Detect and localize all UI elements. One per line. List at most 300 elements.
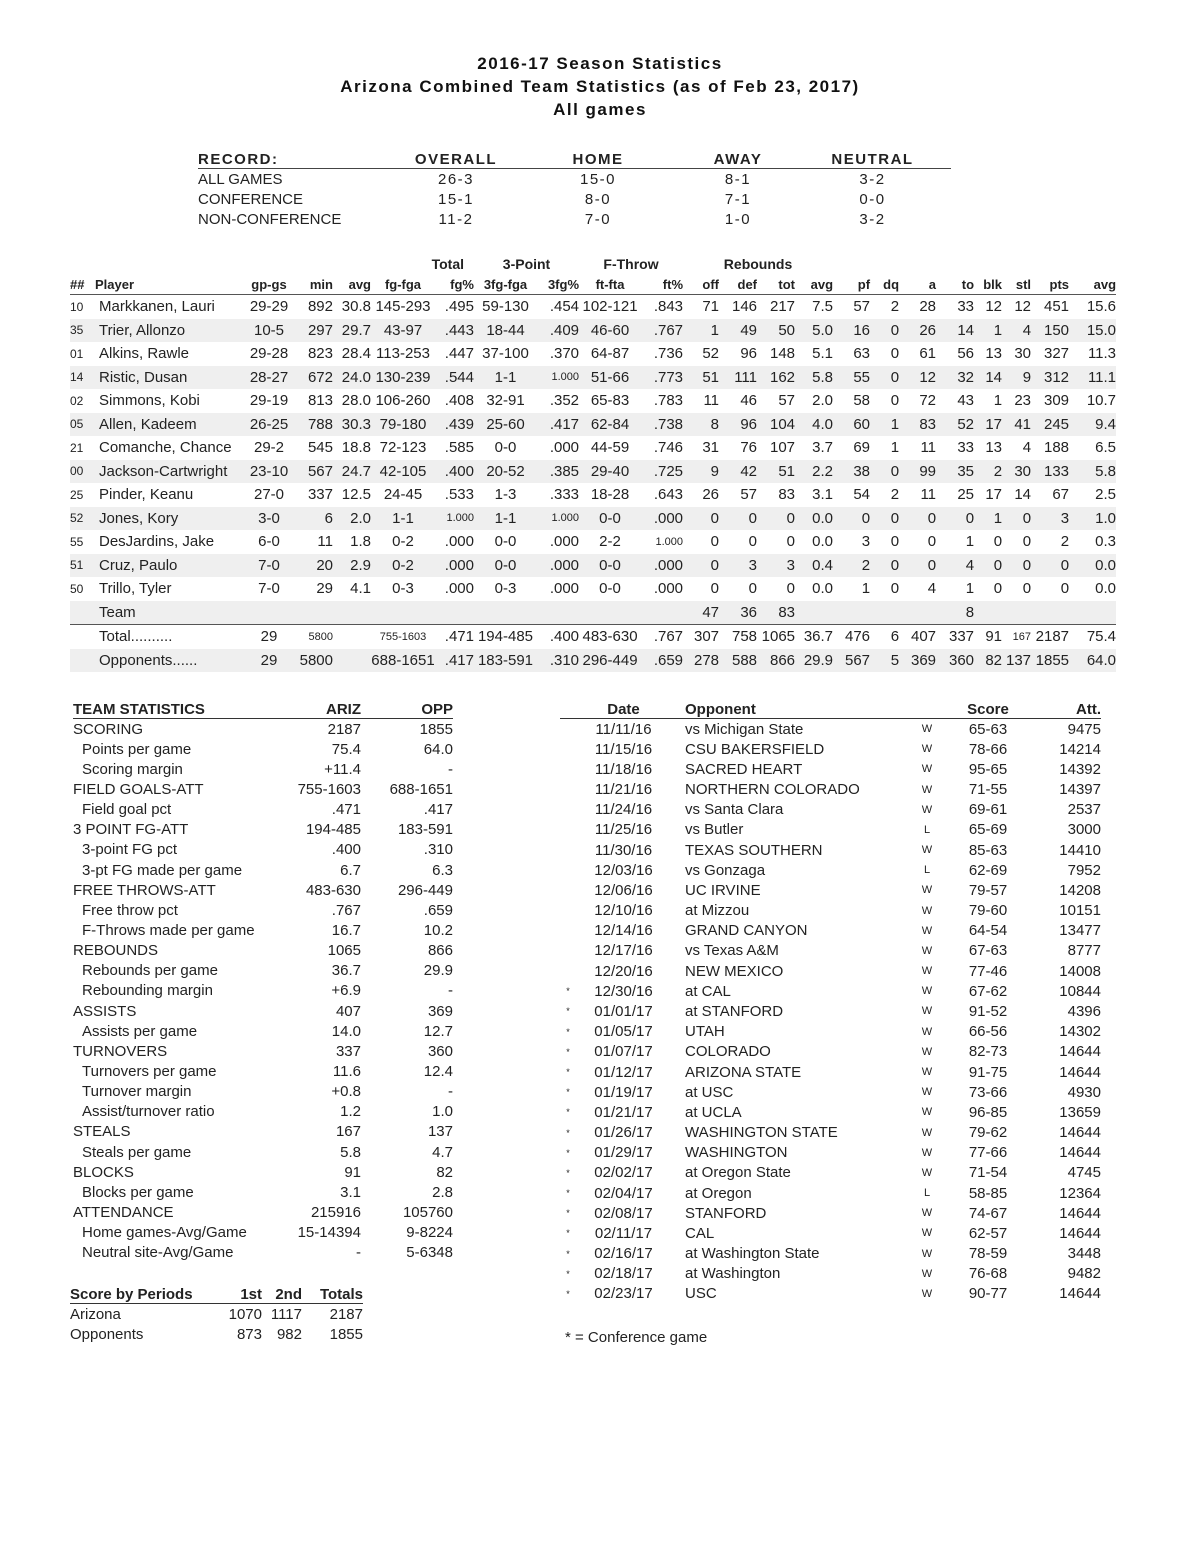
stat-cell: .000 xyxy=(537,554,579,578)
stat-cell: 01 xyxy=(70,346,84,361)
game-opponent: at Oregon State xyxy=(685,1164,791,1182)
record-cell: 3-2 xyxy=(859,170,886,188)
conference-marker: * xyxy=(566,1026,570,1037)
stat-cell: 0-0 xyxy=(579,554,641,578)
stat-cell: 16 xyxy=(833,319,870,343)
record-row xyxy=(198,189,951,209)
stat-cell: 24.0 xyxy=(333,366,371,390)
stat-cell: 71 xyxy=(702,298,720,316)
stat-cell xyxy=(299,601,333,625)
stat-cell: 245 xyxy=(1031,413,1069,437)
player-stats-table xyxy=(70,254,1116,672)
stat-label: Neutral site-Avg/Game xyxy=(82,1244,234,1262)
game-attendance: 9475 xyxy=(1067,720,1101,738)
game-date: 12/20/16 xyxy=(594,962,653,980)
stat-cell: 47 xyxy=(683,601,719,625)
stat-cell: 2187 xyxy=(1031,625,1069,649)
stat-cell: 6-0 xyxy=(258,533,280,551)
stat-cell: Trillo, Tyler xyxy=(99,580,172,598)
stat-cell: 148 xyxy=(769,345,796,363)
stat-cell: 52 xyxy=(702,345,720,363)
game-opponent: ARIZONA STATE xyxy=(685,1063,802,1081)
conference-marker xyxy=(560,860,576,880)
stat-cell: 0 xyxy=(719,507,757,531)
stat-cell: 55 xyxy=(833,366,870,390)
stat-cell: Alkins, Rawle xyxy=(99,345,190,363)
record-header: HOME xyxy=(514,150,682,169)
stat-cell: Trier, Allonzo xyxy=(95,319,239,343)
stat-cell: 0 xyxy=(890,392,900,410)
player-row xyxy=(70,507,1116,531)
team-stat-row xyxy=(73,920,453,940)
game-result: W xyxy=(921,1066,933,1078)
stat-cell: 0 xyxy=(786,533,796,551)
team-stat-row xyxy=(73,719,453,740)
report-title: 2016-17 Season Statistics xyxy=(477,54,723,73)
stat-cell: 12 xyxy=(985,298,1003,316)
stat-cell: 2.0 xyxy=(812,392,834,410)
game-score: 91-52 xyxy=(968,1002,1008,1020)
stat-cell: .585 xyxy=(444,439,474,457)
stat-cell: Jones, Kory xyxy=(95,507,239,531)
game-attendance: 14644 xyxy=(1059,1124,1101,1142)
stat-cell: 0.0 xyxy=(1069,554,1116,578)
game-row xyxy=(560,1122,1101,1142)
column-header: ## xyxy=(70,274,95,295)
stat-cell: 0.0 xyxy=(812,533,834,551)
stat-label: Turnovers per game xyxy=(82,1062,217,1080)
stat-cell: 2 xyxy=(974,460,1002,484)
team-stat-row xyxy=(73,1182,453,1202)
stat-cell: 107 xyxy=(769,439,796,457)
stat-cell: 0-2 xyxy=(371,554,435,578)
stat-cell: 1 xyxy=(683,319,719,343)
stat-cell: 51 xyxy=(757,460,795,484)
stat-cell: 00 xyxy=(70,460,95,484)
conference-marker: * xyxy=(566,986,570,997)
game-date: 01/26/17 xyxy=(594,1124,653,1142)
stat-cell: .310 xyxy=(537,649,579,673)
game-score: 71-55 xyxy=(968,781,1008,799)
stat-label: Assists per game xyxy=(82,1022,198,1040)
conference-marker xyxy=(560,901,576,921)
team-stat-row xyxy=(73,800,453,820)
group-header-3point: 3-Point xyxy=(502,256,551,272)
stat-cell: 60 xyxy=(833,413,870,437)
stat-cell: .471 xyxy=(435,625,474,649)
stat-cell: 18.8 xyxy=(341,439,371,457)
stat-cell: 337 xyxy=(307,486,333,504)
game-opponent: vs Santa Clara xyxy=(685,801,784,819)
stat-cell: Simmons, Kobi xyxy=(99,392,200,410)
game-opponent: vs Michigan State xyxy=(685,720,804,738)
stat-cell: 0 xyxy=(683,554,719,578)
game-attendance: 4930 xyxy=(1067,1083,1101,1101)
stat-value: 369 xyxy=(427,1002,453,1020)
stat-cell: 0 xyxy=(890,533,900,551)
stat-cell: 0.0 xyxy=(795,507,833,531)
team-stat-row xyxy=(73,759,453,779)
team-stat-row xyxy=(73,1061,453,1081)
stat-cell: 51 xyxy=(683,366,719,390)
stat-cell: 12 xyxy=(1014,298,1032,316)
game-attendance: 14397 xyxy=(1059,781,1101,799)
game-opponent: at USC xyxy=(685,1083,734,1101)
game-result: W xyxy=(921,1287,933,1300)
stat-cell: 11 xyxy=(920,486,937,504)
team-stat-row xyxy=(73,1021,453,1041)
stat-label: Free throw pct xyxy=(82,901,178,919)
stat-cell: 29-19 xyxy=(249,392,289,410)
column-header: 3fg% xyxy=(537,274,579,295)
conference-marker xyxy=(560,820,576,840)
game-date: 12/06/16 xyxy=(594,881,653,899)
game-attendance: 13659 xyxy=(1059,1103,1101,1121)
game-row xyxy=(560,1022,1101,1042)
stat-cell: 17 xyxy=(974,413,1002,437)
game-score: 78-59 xyxy=(968,1245,1008,1263)
stat-label: SCORING xyxy=(73,720,144,738)
stat-cell: 11.1 xyxy=(1069,366,1116,390)
header-attendance: Att. xyxy=(1013,700,1101,719)
stat-cell: 150 xyxy=(1031,319,1069,343)
stat-value: +6.9 xyxy=(331,982,361,1000)
stat-cell: 6 xyxy=(870,625,899,649)
game-opponent: UTAH xyxy=(685,1023,725,1041)
periods-header: Score by Periods xyxy=(70,1285,222,1304)
stat-cell: 8 xyxy=(936,601,974,625)
stat-cell: 0 xyxy=(1022,533,1032,551)
stat-cell: 27-0 xyxy=(253,486,285,504)
column-header: def xyxy=(719,274,757,295)
game-score: 77-66 xyxy=(968,1144,1008,1162)
stat-cell: 0 xyxy=(870,507,899,531)
game-score: 91-75 xyxy=(968,1063,1008,1081)
stat-label: 3-point FG pct xyxy=(82,841,178,859)
game-row xyxy=(560,820,1101,840)
stat-cell: 0 xyxy=(993,580,1003,598)
stat-value: 75.4 xyxy=(331,740,361,758)
stat-cell: 1-1 xyxy=(474,507,537,531)
stat-cell: 15.0 xyxy=(1069,319,1116,343)
periods-cell: 1070 xyxy=(228,1305,262,1323)
stat-cell: 10-5 xyxy=(239,319,299,343)
stat-cell: 672 xyxy=(299,366,333,390)
conference-marker: * xyxy=(566,1167,570,1178)
stat-cell: 1.000 xyxy=(537,507,579,531)
stat-cell: 36.7 xyxy=(795,625,833,649)
stat-cell: 72-123 xyxy=(379,439,427,457)
stat-cell: .767 xyxy=(641,625,683,649)
stat-value: 1.0 xyxy=(432,1103,453,1121)
stat-cell: 1 xyxy=(974,319,1002,343)
conference-marker: * xyxy=(566,1188,570,1199)
team-stat-row xyxy=(73,1162,453,1182)
stat-value: 14.0 xyxy=(331,1022,361,1040)
game-date: 12/14/16 xyxy=(594,922,653,940)
game-score: 79-60 xyxy=(968,902,1008,920)
stat-cell: 217 xyxy=(769,298,796,316)
stat-cell: 4 xyxy=(1002,319,1031,343)
stat-cell: .000 xyxy=(641,507,683,531)
stat-cell xyxy=(70,649,95,673)
game-date: 01/21/17 xyxy=(594,1103,653,1121)
record-header: AWAY xyxy=(682,150,794,169)
game-row xyxy=(560,1143,1101,1163)
player-row xyxy=(70,577,1116,601)
periods-cell: 1855 xyxy=(329,1326,363,1344)
team-statistics-table xyxy=(73,700,453,1263)
column-header: avg xyxy=(795,274,833,295)
team-stat-row xyxy=(73,860,453,880)
game-score: 85-63 xyxy=(968,841,1008,859)
game-row xyxy=(560,1062,1101,1082)
stat-cell: 2-2 xyxy=(599,533,621,551)
stat-cell: .783 xyxy=(653,392,684,410)
stat-cell: 2.2 xyxy=(795,460,833,484)
game-date: 01/05/17 xyxy=(594,1023,653,1041)
stat-cell: 29 xyxy=(239,625,299,649)
stat-cell: 0 xyxy=(927,533,937,551)
game-row xyxy=(560,1082,1101,1102)
game-attendance: 9482 xyxy=(1067,1265,1101,1283)
player-row xyxy=(70,601,1116,625)
column-header: 3fg-fga xyxy=(474,274,537,295)
stat-cell: 0 xyxy=(757,507,795,531)
game-result: W xyxy=(921,1227,933,1240)
game-score: 82-73 xyxy=(968,1043,1008,1061)
stat-value: 5.8 xyxy=(340,1143,361,1161)
player-row xyxy=(70,366,1116,390)
stat-cell: Opponents...... xyxy=(95,649,239,673)
conference-marker xyxy=(560,739,576,759)
game-result: L xyxy=(923,823,931,836)
stat-cell: .725 xyxy=(641,460,683,484)
stat-cell: 360 xyxy=(936,649,974,673)
team-stat-row xyxy=(73,1122,453,1142)
game-date: 02/18/17 xyxy=(594,1265,653,1283)
stat-cell: 194-485 xyxy=(474,625,537,649)
stat-cell: 407 xyxy=(899,625,936,649)
stat-value: 167 xyxy=(335,1123,361,1141)
game-result: W xyxy=(921,844,933,857)
column-header: tot xyxy=(757,274,795,295)
stat-cell: 588 xyxy=(719,649,757,673)
stat-cell: 0 xyxy=(748,533,758,551)
team-stat-row xyxy=(73,1202,453,1222)
team-stats-header: OPP xyxy=(361,700,453,719)
stat-cell: 823 xyxy=(307,345,333,363)
player-row xyxy=(70,649,1116,673)
game-attendance: 14214 xyxy=(1059,740,1101,758)
game-attendance: 14644 xyxy=(1059,1224,1101,1242)
game-opponent: vs Butler xyxy=(685,821,744,839)
game-date: 01/07/17 xyxy=(594,1043,653,1061)
game-score: 71-54 xyxy=(968,1164,1008,1182)
stat-value: 3.1 xyxy=(340,1183,361,1201)
stat-cell xyxy=(1002,601,1031,625)
game-result: W xyxy=(921,1146,933,1159)
stat-cell: Total.......... xyxy=(95,625,239,649)
stat-cell: 64-87 xyxy=(590,345,630,363)
stat-cell: 1.000 xyxy=(655,535,684,548)
stat-cell: 30.3 xyxy=(333,413,371,437)
stat-cell: DesJardins, Jake xyxy=(99,533,215,551)
game-row xyxy=(560,1203,1101,1223)
stat-cell: 61 xyxy=(919,345,937,363)
conference-marker: * xyxy=(566,1107,570,1118)
stat-cell: 0-0 xyxy=(579,507,641,531)
game-attendance: 4396 xyxy=(1067,1002,1101,1020)
stat-cell: 46-60 xyxy=(579,319,641,343)
stat-cell: 312 xyxy=(1031,366,1069,390)
stat-cell: 2 xyxy=(890,486,900,504)
game-opponent: NORTHERN COLORADO xyxy=(685,781,860,799)
stat-cell xyxy=(333,601,371,625)
stat-value: 15-14394 xyxy=(297,1224,361,1242)
group-header-fthrow: F-Throw xyxy=(603,256,659,272)
stat-cell xyxy=(474,601,537,625)
game-row xyxy=(560,1243,1101,1263)
stat-cell: .333 xyxy=(549,486,580,504)
game-opponent: NEW MEXICO xyxy=(685,962,784,980)
stat-cell: 23-10 xyxy=(239,460,299,484)
periods-row xyxy=(70,1304,363,1325)
stat-cell: 6.5 xyxy=(1095,439,1117,457)
stat-cell: 83 xyxy=(778,486,796,504)
group-header-rebounds: Rebounds xyxy=(723,256,793,272)
stat-cell: 57 xyxy=(778,392,796,410)
game-row xyxy=(560,780,1101,800)
game-date: 11/30/16 xyxy=(594,841,653,859)
game-attendance: 4745 xyxy=(1067,1164,1101,1182)
stat-cell: 26-25 xyxy=(239,413,299,437)
stat-cell: 11 xyxy=(317,533,333,551)
stat-cell: 111 xyxy=(719,366,757,390)
game-score: 79-57 xyxy=(968,881,1008,899)
stat-cell: .643 xyxy=(653,486,684,504)
stat-cell xyxy=(435,601,474,625)
stat-label: REBOUNDS xyxy=(73,942,159,960)
stat-cell: 83 xyxy=(757,601,795,625)
stat-cell: 2 xyxy=(1060,533,1070,551)
game-attendance: 14644 xyxy=(1059,1043,1101,1061)
stat-cell: 11 xyxy=(920,439,937,457)
conference-marker xyxy=(560,880,576,900)
game-opponent: vs Gonzaga xyxy=(685,861,766,879)
stat-cell: .385 xyxy=(537,460,579,484)
game-result: W xyxy=(921,924,933,937)
column-header: blk xyxy=(974,274,1002,295)
stat-cell: 14 xyxy=(936,319,974,343)
conference-marker: * xyxy=(566,1208,570,1219)
stat-value: +11.4 xyxy=(324,760,361,778)
stat-value: 105760 xyxy=(402,1203,453,1221)
stat-label: FREE THROWS-ATT xyxy=(73,881,216,899)
conference-marker: * xyxy=(566,1268,570,1279)
stat-cell: 755-1603 xyxy=(371,625,435,649)
stat-cell: 102-121 xyxy=(582,298,638,316)
game-date: 12/10/16 xyxy=(594,902,653,920)
stat-cell: 307 xyxy=(683,625,719,649)
game-opponent: TEXAS SOUTHERN xyxy=(685,841,823,859)
game-date: 01/19/17 xyxy=(594,1083,653,1101)
stat-cell: 35 xyxy=(936,460,974,484)
stat-cell: .000 xyxy=(435,554,474,578)
stat-cell: 0 xyxy=(710,533,720,551)
stat-label: Blocks per game xyxy=(82,1183,194,1201)
stat-cell: 11 xyxy=(703,392,720,410)
stat-cell: 145-293 xyxy=(375,298,431,316)
stat-value: 215916 xyxy=(310,1203,361,1221)
stat-cell: 52 xyxy=(70,507,95,531)
periods-row xyxy=(70,1325,363,1346)
stat-cell: 104 xyxy=(757,413,795,437)
stat-cell: 2.9 xyxy=(333,554,371,578)
stat-value: .417 xyxy=(423,801,453,819)
game-date: 12/30/16 xyxy=(594,982,653,1000)
stat-cell: 55 xyxy=(70,534,84,549)
stat-cell: 59-130 xyxy=(482,298,529,316)
game-result: W xyxy=(921,1086,933,1099)
game-row xyxy=(560,880,1101,900)
stat-cell: .000 xyxy=(444,533,474,551)
conference-marker xyxy=(560,961,576,981)
stat-cell: .400 xyxy=(435,460,474,484)
stat-cell: 0 xyxy=(993,533,1003,551)
stat-value: 9-8224 xyxy=(406,1224,453,1242)
stat-value: 755-1603 xyxy=(297,780,361,798)
stat-cell: 9.4 xyxy=(1069,413,1116,437)
periods-header: 2nd xyxy=(262,1285,302,1304)
column-header: ft-fta xyxy=(579,274,641,295)
game-opponent: USC xyxy=(685,1285,717,1303)
team-stat-row xyxy=(73,779,453,799)
stat-cell: 28.4 xyxy=(341,345,371,363)
stat-cell: 37-100 xyxy=(482,345,529,363)
stat-cell: 8 xyxy=(683,413,719,437)
record-table xyxy=(198,150,951,229)
stat-cell: 25 xyxy=(70,487,84,502)
stat-cell: Cruz, Paulo xyxy=(95,554,239,578)
stat-cell: 44-59 xyxy=(590,439,630,457)
stat-cell: Ristic, Dusan xyxy=(95,366,239,390)
column-header: fg-fga xyxy=(371,274,435,295)
stat-cell: 2.0 xyxy=(333,507,371,531)
game-date: 02/02/17 xyxy=(594,1164,653,1182)
stat-cell xyxy=(333,649,371,673)
game-date: 02/11/17 xyxy=(594,1224,653,1242)
stat-cell: 9 xyxy=(1002,366,1031,390)
stat-cell: .408 xyxy=(444,392,474,410)
stat-cell: 476 xyxy=(833,625,870,649)
stat-value: .471 xyxy=(331,801,361,819)
stat-value: 183-591 xyxy=(397,821,453,839)
stat-cell: .495 xyxy=(444,298,474,316)
stat-cell: 1-1 xyxy=(371,507,435,531)
game-attendance: 14644 xyxy=(1059,1063,1101,1081)
stat-cell: 3 xyxy=(757,554,795,578)
stat-label: Assist/turnover ratio xyxy=(82,1103,215,1121)
stat-cell: 278 xyxy=(683,649,719,673)
stat-cell: .409 xyxy=(537,319,579,343)
stat-cell: 50 xyxy=(70,581,84,596)
stat-cell: 1 xyxy=(861,580,871,598)
player-row xyxy=(70,389,1116,413)
conference-marker: * xyxy=(566,1228,570,1239)
game-date: 01/01/17 xyxy=(594,1002,653,1020)
stat-cell: 1 xyxy=(870,413,899,437)
